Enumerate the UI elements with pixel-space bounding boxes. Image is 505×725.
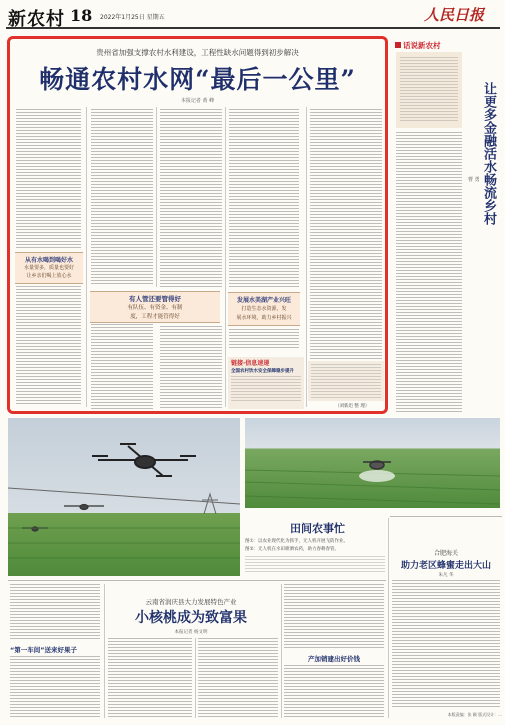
bottom-right-top-rule: [390, 516, 502, 517]
drone-icon: [92, 444, 196, 476]
page-number: 18: [70, 6, 93, 25]
bottom-left-col-2: [108, 638, 192, 718]
column-headline: 让更多金融活水畅流乡村: [481, 82, 496, 225]
photo-caption-1: 图①：以农业现代化为抓手，无人机开展飞防作业。: [245, 539, 349, 544]
spray-mist: [359, 470, 395, 482]
lead-subhead-3-line3: 展水环境，助力乡村振兴: [236, 315, 292, 321]
page-footer: 本版责编：张 颖 版式设计：...: [447, 712, 502, 717]
lead-subhead-1-box: [15, 252, 83, 284]
lead-byline: 本报记者 黄 峰: [180, 98, 215, 104]
drone-scene-1: [8, 418, 240, 576]
lead-subhead-1-line2: 水量要多，质量也要好: [23, 265, 74, 271]
bottom-right-sep: [388, 518, 389, 718]
bottom-left-sep-3: [281, 584, 282, 718]
lead-sep-3: [225, 107, 226, 407]
photo-1: [8, 418, 240, 576]
bottom-right-byline: 朱凡 华: [438, 573, 454, 578]
bottom-left-col-1-lower: [10, 656, 100, 718]
field-rows: [8, 528, 240, 558]
lead-sidebar-credit: （刘新迅 整 理）: [335, 404, 370, 409]
lead-sidebar-tag: 链接·信息速递: [231, 360, 270, 367]
lead-kicker: 贵州省加强支撑农村水利建设，工程性缺水问题得到初步解决: [96, 48, 299, 57]
photo-2: [245, 418, 500, 508]
lead-col-5: [310, 109, 382, 359]
lead-subhead-3-box: [228, 292, 300, 326]
paper-logo: 人民日报: [424, 6, 485, 24]
lead-article-highlight: [7, 36, 388, 414]
masthead: [0, 0, 505, 30]
lead-sep-4: [306, 107, 307, 407]
lead-col-3-lower: [160, 326, 222, 408]
bottom-left-headline: 小核桃成为致富果: [135, 610, 247, 626]
bottom-left-col-4-lower: [284, 665, 384, 718]
lead-col-1-lower: [16, 286, 81, 406]
lead-col-3: [160, 109, 222, 287]
lead-sidebar-title: 全国农村饮水安全保障稳步提升: [231, 369, 294, 374]
sprayer-drone-icon: [363, 461, 391, 469]
bottom-left-byline: 本报记者 杨文明: [174, 630, 208, 635]
bottom-right-kicker: 合肥海关: [433, 550, 458, 557]
lead-subhead-2-title: 有人管还要管得好: [129, 295, 181, 303]
lead-col-5-info-box: [308, 361, 384, 401]
section-name: 新农村: [8, 9, 65, 30]
lead-sep-2: [156, 107, 157, 287]
column-intro-box: [396, 52, 462, 128]
bottom-right-headline: 助力老区蜂蜜走出大山: [400, 561, 491, 571]
bottom-left-subhead-2: 产加销建出好价钱: [308, 655, 360, 663]
bottom-left-kicker: 云南省润庆县大力发展特色产业: [145, 598, 237, 606]
bottom-right-body: [392, 580, 500, 708]
column-tag-text: 话说新农村: [403, 41, 441, 50]
photo-caption-2: 图②：无人机在水田喷洒农药，助力春耕春管。: [245, 547, 340, 552]
column-intro-text: [400, 57, 458, 123]
right-column: [392, 36, 502, 416]
photo-title: 田间农事忙: [290, 522, 345, 535]
lead-subhead-2-box: [90, 291, 220, 323]
lead-subhead-1-title: 从有水喝到喝好水: [24, 257, 73, 264]
bottom-left-subhead-1: “第一车间”送来好果子: [10, 646, 78, 654]
bottom-left-col-1: [10, 584, 100, 640]
bottom-left-sep-2: [195, 638, 196, 718]
photo-caption-extra: [245, 556, 385, 574]
lead-headline: 畅通农村水网“最后一公里”: [39, 65, 356, 94]
lead-subhead-2-line2: 有队伍、有资金、有制: [127, 305, 183, 311]
drone-icon-small: [22, 505, 104, 532]
lead-col-2: [91, 109, 153, 409]
lead-sep-1: [86, 107, 87, 407]
column-tag: [395, 40, 441, 51]
column-byline: 曹 勇: [468, 177, 480, 183]
lead-col-4-lower: [229, 329, 299, 349]
lead-subhead-1-line3: 让乡亲们喝上放心水: [26, 273, 72, 279]
date-line: 2022年1月25日 星期五: [100, 14, 165, 21]
power-tower-icon: [8, 488, 240, 514]
lead-col-1: [16, 109, 81, 249]
lead-subhead-2-line3: 度，工程才能管得好: [130, 314, 180, 320]
bottom-left-top-rule: [8, 580, 386, 581]
lead-col-5-info-body: [311, 364, 381, 398]
lead-sidebar-body: [231, 376, 301, 402]
lead-subhead-3-line2: 打造生态水资源，发: [241, 306, 287, 312]
bottom-left-col-4: [284, 584, 384, 650]
lead-col-4: [229, 109, 299, 289]
column-tag-icon: [395, 42, 401, 48]
column-body: [396, 132, 462, 414]
lead-sidebar-box: [228, 357, 304, 409]
drone-scene-2: [245, 418, 500, 508]
bottom-left-col-3: [198, 638, 278, 718]
lead-subhead-3-title: 发展水美湖产业兴旺: [236, 297, 291, 304]
bottom-left-sep-1: [104, 584, 105, 718]
masthead-rule: [6, 27, 500, 29]
